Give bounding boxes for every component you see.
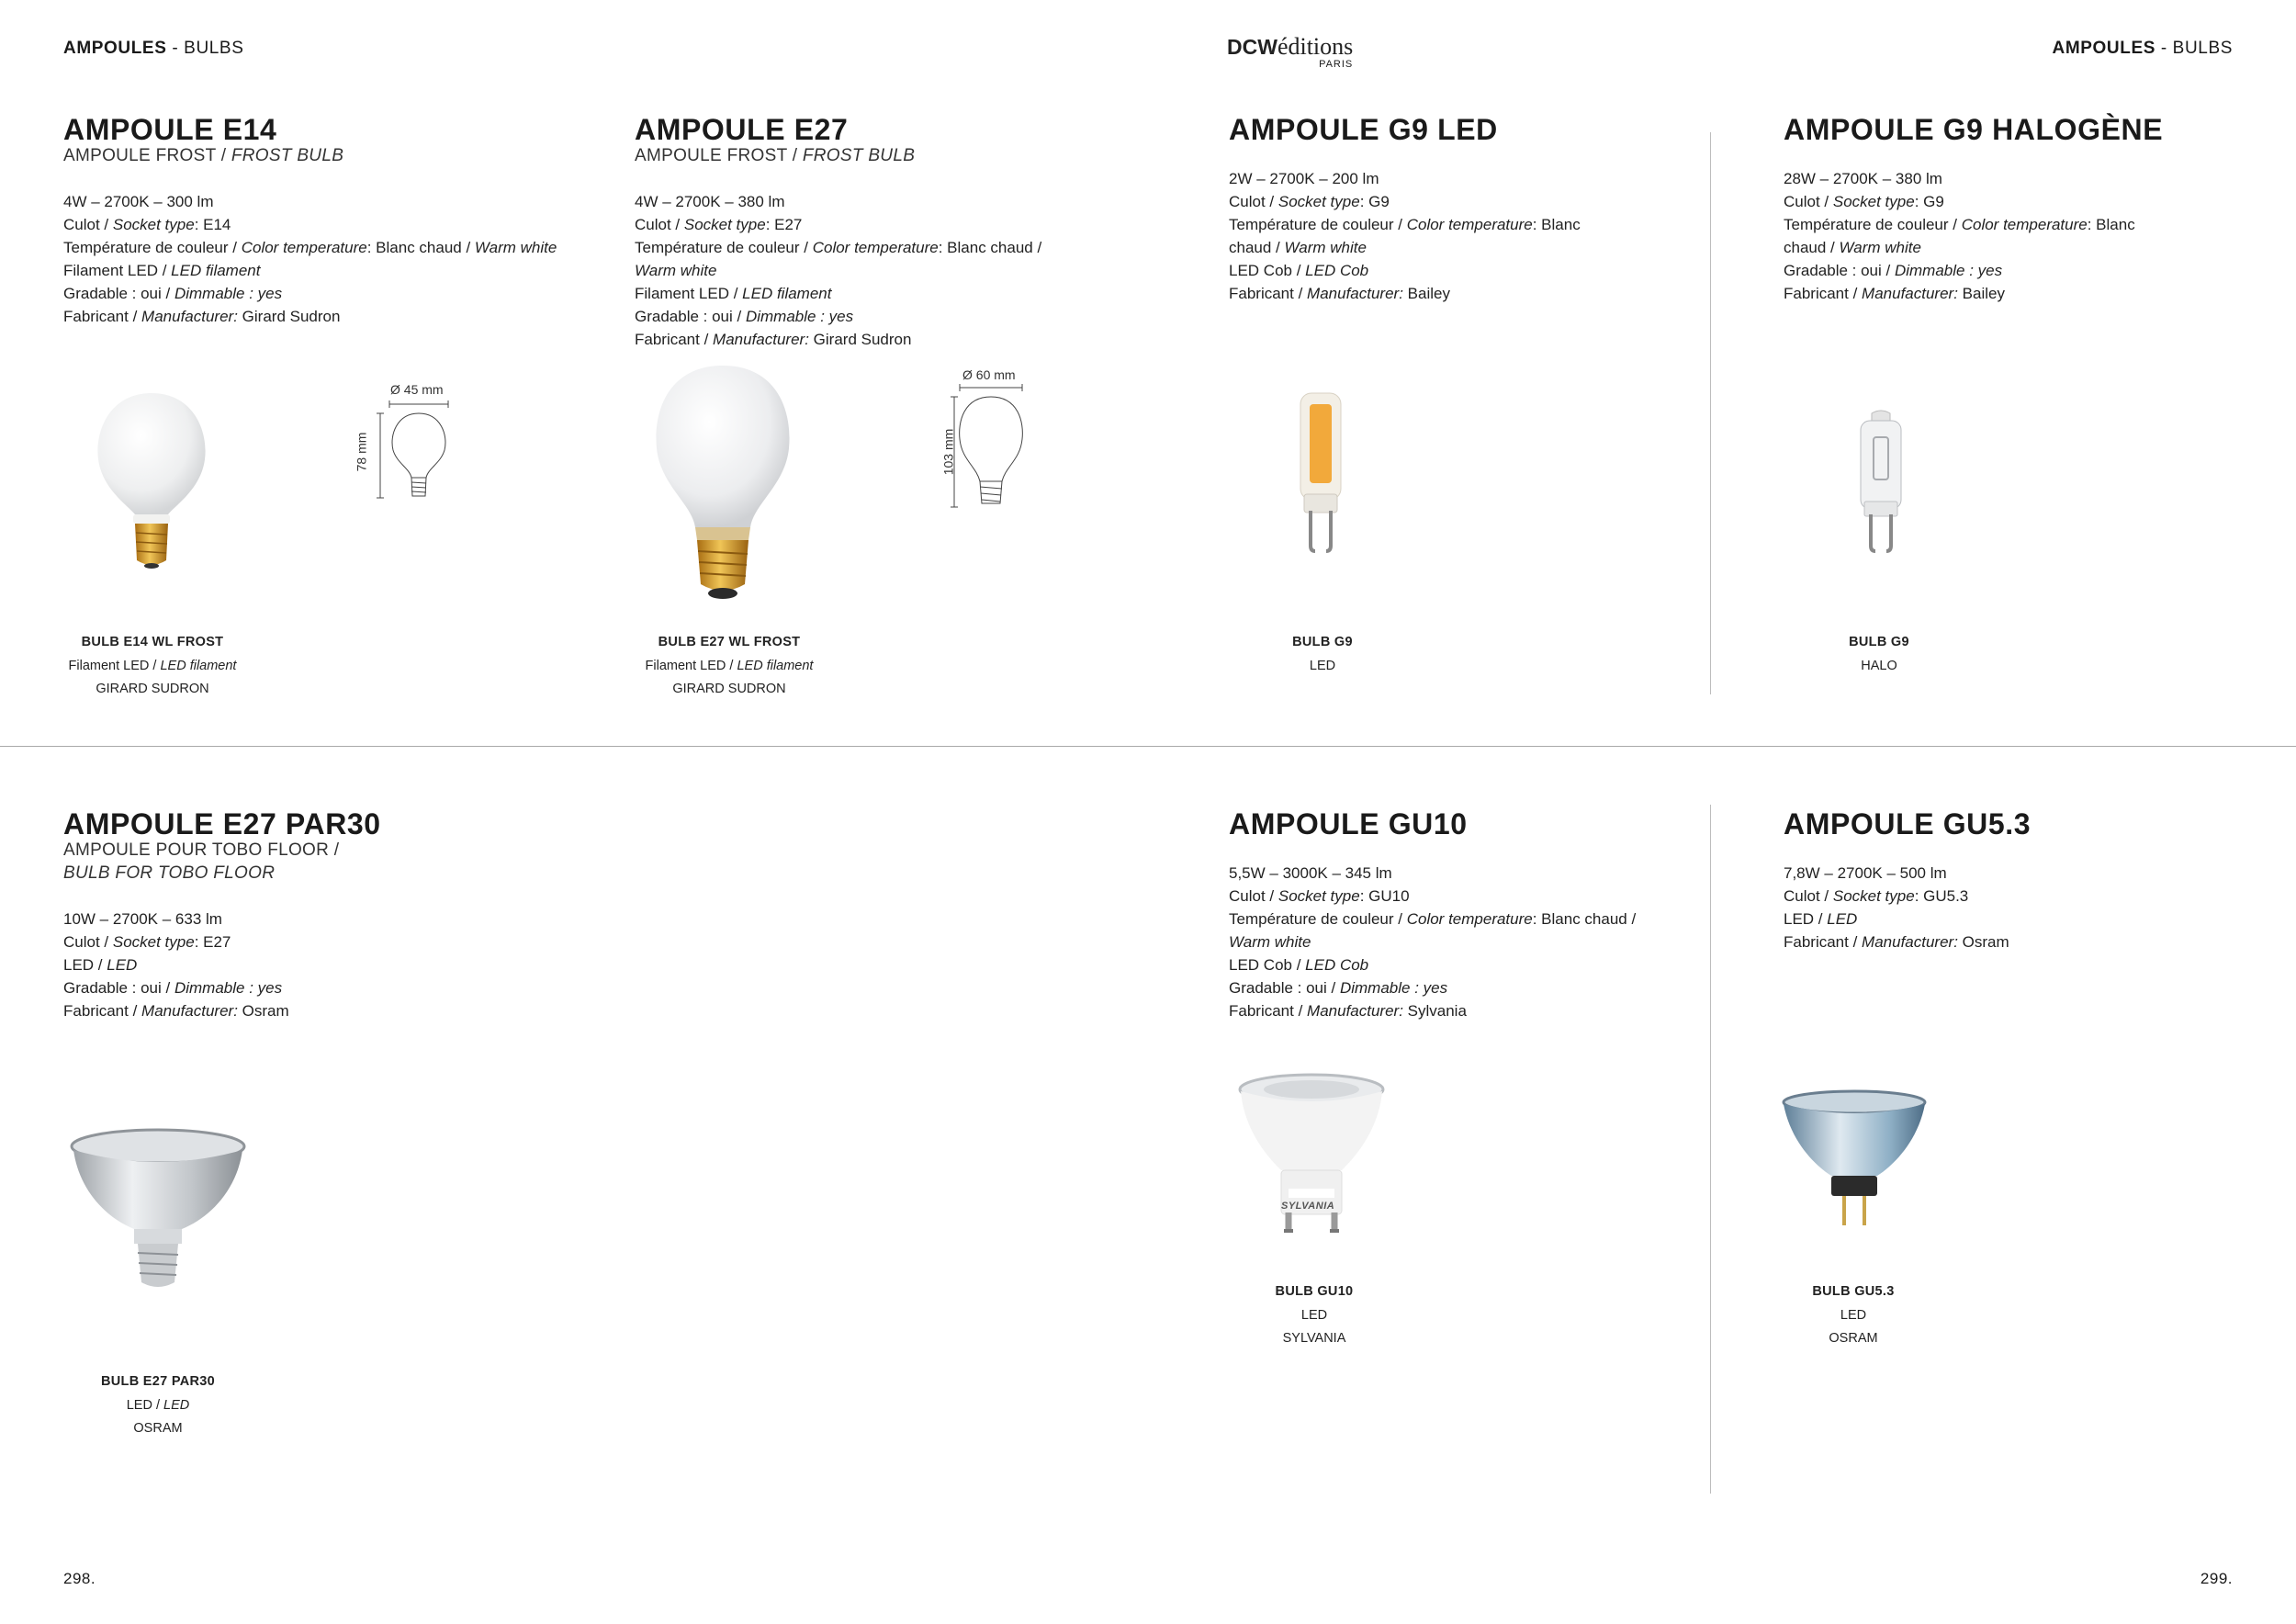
spec-line: LED / LED <box>1784 910 1858 928</box>
spec-line: Température de couleur / Color temperature: Blanc chaud / Warm white <box>63 239 557 256</box>
bulb-e14-frost-photo <box>87 386 216 579</box>
spec-line: Fabricant / Manufacturer: Girard Sudron <box>635 331 912 348</box>
spec-line: 2W – 2700K – 200 lm <box>1229 170 1379 187</box>
spec-line: 28W – 2700K – 380 lm <box>1784 170 1942 187</box>
sylvania-bulb-print: SYLVANIA <box>1281 1201 1335 1212</box>
bulb-g9-halogen-photo <box>1853 410 1908 555</box>
caption-g9-halogen: BULB G9 HALO <box>1849 635 1909 673</box>
spec-line: Fabricant / Manufacturer: Bailey <box>1784 285 2005 302</box>
spec-list-e27 <box>635 190 1041 351</box>
product-subtitle-e27: AMPOULE FROST / FROST BULB <box>635 146 916 165</box>
spec-list-g9-halogen <box>1784 167 2135 305</box>
row-divider <box>0 746 2296 747</box>
bulb-gu10-photo <box>1235 1069 1388 1244</box>
spec-line: Gradable : oui / Dimmable : yes <box>63 285 283 302</box>
spec-line: Culot / Socket type: E27 <box>63 933 231 951</box>
height-label-e27: 103 mm <box>940 428 956 476</box>
spec-line: chaud / Warm white <box>1784 239 1921 256</box>
spec-list-gu10 <box>1229 862 1636 1022</box>
spec-line: 7,8W – 2700K – 500 lm <box>1784 864 1947 882</box>
caption-e27: BULB E27 WL FROST Filament LED / LED filament GIRARD SUDRON <box>645 635 814 696</box>
spec-line: Gradable : oui / Dimmable : yes <box>1784 262 2003 279</box>
e27-dimension-drawing <box>941 364 1056 520</box>
product-title-e27-par30: AMPOULE E27 PAR30 <box>63 807 381 840</box>
bulb-gu53-photo <box>1780 1088 1929 1231</box>
spec-list-gu53 <box>1784 862 2009 953</box>
product-subtitle-e14: AMPOULE FROST / FROST BULB <box>63 146 344 165</box>
spec-line: Warm white <box>635 262 717 279</box>
spec-line: Culot / Socket type: GU10 <box>1229 887 1410 905</box>
spec-line: Fabricant / Manufacturer: Osram <box>1784 933 2009 951</box>
spec-list-g9-led <box>1229 167 1581 305</box>
product-title-e14: AMPOULE E14 <box>63 113 277 146</box>
caption-g9-led: BULB G9 LED <box>1292 635 1353 673</box>
spec-line: Culot / Socket type: G9 <box>1229 193 1390 210</box>
spec-line: Gradable : oui / Dimmable : yes <box>635 308 854 325</box>
spec-line: Culot / Socket type: GU5.3 <box>1784 887 1969 905</box>
product-title-e27: AMPOULE E27 <box>635 113 849 146</box>
page-number-right: 299. <box>2200 1570 2233 1587</box>
bulb-e27-frost-photo <box>649 364 796 607</box>
spec-line: LED / LED <box>63 956 138 974</box>
spec-line: 4W – 2700K – 380 lm <box>635 193 785 210</box>
spec-line: Fabricant / Manufacturer: Bailey <box>1229 285 1450 302</box>
diameter-label-e14: Ø 45 mm <box>390 382 444 397</box>
dcw-editions-logo: DCWéditions PARIS <box>1227 33 1354 70</box>
product-title-gu10: AMPOULE GU10 <box>1229 807 1468 840</box>
product-subtitle-e27-par30: AMPOULE POUR TOBO FLOOR / BULB FOR TOBO FLOOR <box>63 840 340 883</box>
product-title-g9-halogen: AMPOULE G9 HALOGÈNE <box>1784 113 2164 146</box>
bulb-g9-led-photo <box>1295 391 1346 557</box>
page-number-left: 298. <box>63 1570 96 1587</box>
running-header-left: AMPOULES - BULBS <box>63 39 244 58</box>
spec-list-e14 <box>63 190 557 328</box>
spec-line: Température de couleur / Color temperature: Blanc chaud / <box>1229 910 1637 928</box>
spec-line: Fabricant / Manufacturer: Girard Sudron <box>63 308 341 325</box>
caption-gu10: BULB GU10 LED SYLVANIA <box>1275 1284 1354 1346</box>
running-header-right: AMPOULES - BULBS <box>2052 39 2233 58</box>
caption-gu53: BULB GU5.3 LED OSRAM <box>1812 1284 1895 1346</box>
spec-line: Fabricant / Manufacturer: Sylvania <box>1229 1002 1467 1020</box>
spec-line: Culot / Socket type: E27 <box>635 216 803 233</box>
spec-line: 5,5W – 3000K – 345 lm <box>1229 864 1392 882</box>
column-divider-top <box>1710 132 1711 694</box>
caption-e14: BULB E14 WL FROST Filament LED / LED filament GIRARD SUDRON <box>68 635 237 696</box>
spec-line: Température de couleur / Color temperature: Blanc <box>1784 216 2135 233</box>
e14-dimension-drawing <box>358 378 459 507</box>
spec-line: Gradable : oui / Dimmable : yes <box>1229 979 1448 997</box>
spec-line: chaud / Warm white <box>1229 239 1367 256</box>
spec-line: Gradable : oui / Dimmable : yes <box>63 979 283 997</box>
spec-line: Culot / Socket type: G9 <box>1784 193 1944 210</box>
spec-line: Filament LED / LED filament <box>63 262 261 279</box>
spec-line: Filament LED / LED filament <box>635 285 832 302</box>
spec-line: 4W – 2700K – 300 lm <box>63 193 214 210</box>
height-label-e14: 78 mm <box>354 432 369 472</box>
spec-line: Fabricant / Manufacturer: Osram <box>63 1002 289 1020</box>
spec-line: LED Cob / LED Cob <box>1229 956 1369 974</box>
product-title-g9-led: AMPOULE G9 LED <box>1229 113 1498 146</box>
spec-line: Warm white <box>1229 933 1311 951</box>
spec-line: Culot / Socket type: E14 <box>63 216 231 233</box>
spec-line: Température de couleur / Color temperature: Blanc chaud / <box>635 239 1042 256</box>
diameter-label-e27: Ø 60 mm <box>962 367 1016 382</box>
spec-line: Température de couleur / Color temperature: Blanc <box>1229 216 1581 233</box>
spec-line: 10W – 2700K – 633 lm <box>63 910 222 928</box>
spec-list-e27-par30 <box>63 908 289 1022</box>
product-title-gu53: AMPOULE GU5.3 <box>1784 807 2032 840</box>
column-divider-bottom <box>1710 805 1711 1494</box>
caption-e27-par30: BULB E27 PAR30 LED / LED OSRAM <box>101 1374 215 1436</box>
spec-line: LED Cob / LED Cob <box>1229 262 1369 279</box>
bulb-par30-photo <box>66 1126 250 1296</box>
